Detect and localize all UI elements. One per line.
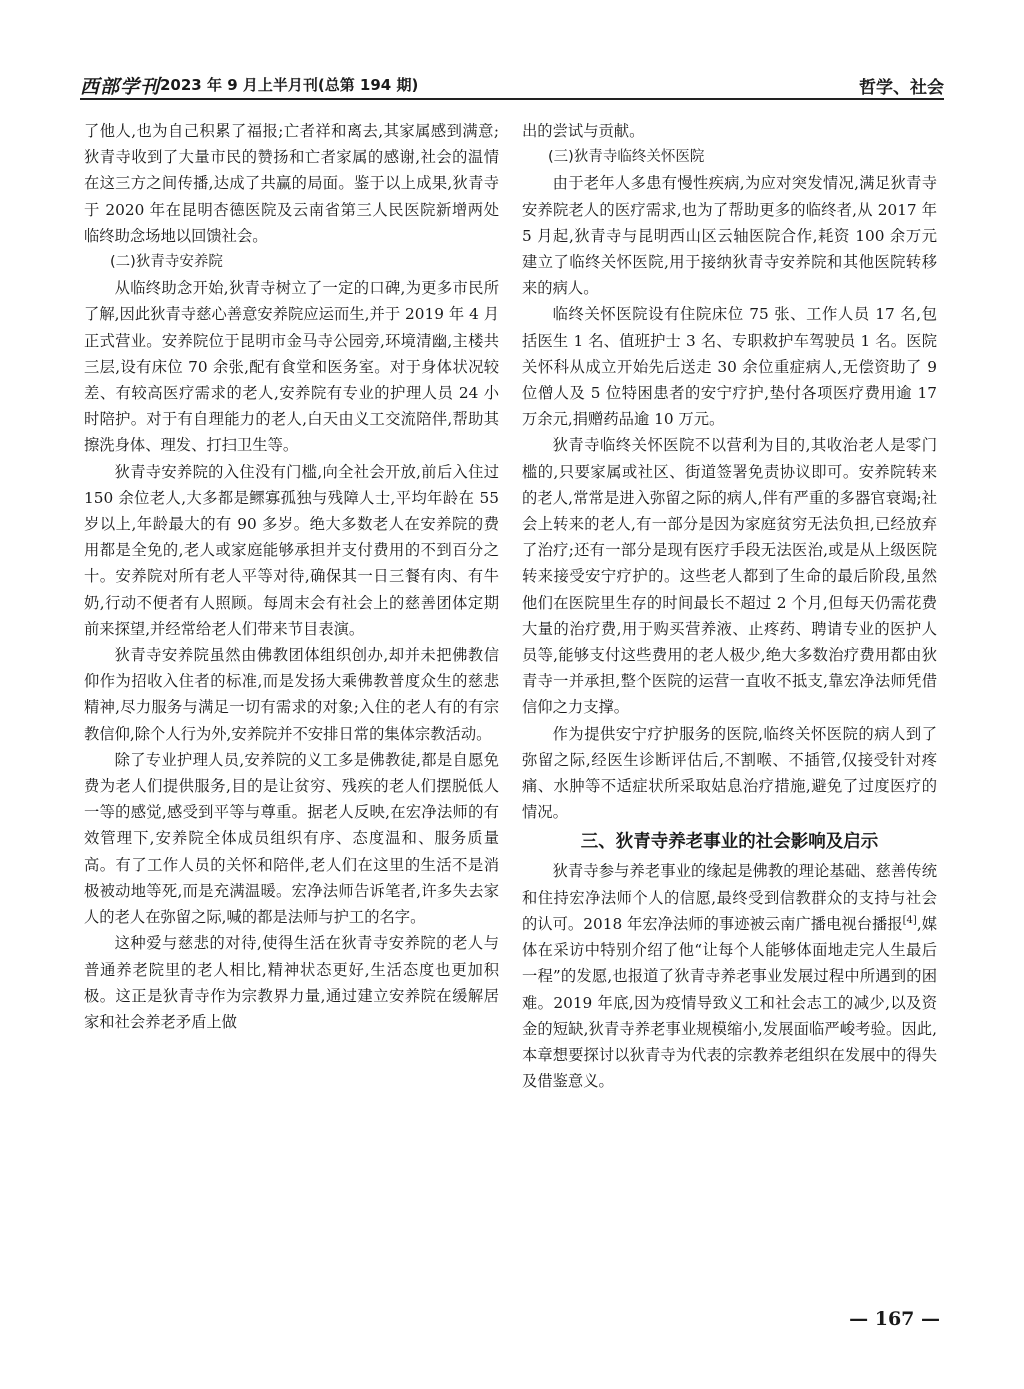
paragraph: 狄青寺临终关怀医院不以营利为目的,其收治老人是零门槛的,只要家属或社区、街道签署免责协议即可。安养院转来的老人,常常是进入弥留之际的病人,伴有严重的多器官衰竭;社会上转来的老人,有一部分是因为家庭贫穷无法负担,已经放弃了治疗;还有一部分是现有医疗手段无法医治,或是从上级医院转来接受安宁疗护的。这些老人都到了生命的最后阶段,虽然他们在医院里生存的时间最长不超过 2 个月,但每天仍需花费大量的治疗费,用于购买营养液、止疼药、聘请专业的医护人员等,能够支付这些费用的老人极少,绝大多数治疗费用都由狄青寺一并承担,整个医院的运营一直收不抵支,靠宏净法师凭借信仰之力支撑。 [522,436,937,717]
left-column [84,118,499,1035]
paragraph: 临终关怀医院设有住院床位 75 张、工作人员 17 名,包括医生 1 名、值班护士 3 名、专职救护车驾驶员 1 名。医院关怀科从成立开始先后送走 30 余位重症病人,无偿资助了 9 位僧人及 5 位特困患者的安宁疗护,垫付各项医疗费用逾 17 万余元,捐赠药品逾 10 万元。 [522,305,937,429]
paragraph: 狄青寺安养院虽然由佛教团体组织创办,却并未把佛教信仰作为招收入住者的标准,而是发扬大乘佛教普度众生的慈悲精神,尽力服务与满足一切有需求的对象;入住的老人有的有宗教信仰,除个人行为外,安养院并不安排日常的集体宗教活动。 [84,646,499,743]
paragraph: 狄青寺安养院的入住没有门槛,向全社会开放,前后入住过 150 余位老人,大多都是鳏寡孤独与残障人士,平均年龄在 55 岁以上,年龄最大的有 90 多岁。绝大多数老人在安养院的费用都是全免的,老人或家庭能够承担并支付费用的不到百分之十。安养院对所有老人平等对待,确保其一日三餐有肉、有牛奶,行动不便者有人照顾。每周末会有社会上的慈善团体定期前来探望,并经常给老人们带来节目表演。 [84,462,499,638]
paragraph: 了他人,也为自己积累了福报;亡者祥和离去,其家属感到满意;狄青寺收到了大量市民的赞扬和亡者家属的感谢,社会的温情在这三方之间传播,达成了共赢的局面。鉴于以上成果,狄青寺于 2020 年在昆明杏德医院及云南省第三人民医院新增两处临终助念场地以回馈社会。 [84,122,499,245]
paragraph: 出的尝试与贡献。 [522,122,645,140]
paragraph-text: ,媒体在采访中特别介绍了他“让每个人能够体面地走完人生最后一程”的发愿,也报道了狄青寺养老事业发展过程中所遇到的困难。2019 年底,因为疫情导致义工和社会志工的减少,以及资金的短缺,狄青寺养老事业规模缩小,发展面临严峻考验。因此,本章想要探讨以狄青寺为代表的宗教养老组织在发展中的得失及借鉴意义。 [522,914,937,1091]
paragraph: 由于老年人多患有慢性疾病,为应对突发情况,满足狄青寺安养院老人的医疗需求,也为了帮助更多的临终者,从 2017 年 5 月起,狄青寺与昆明西山区云轴医院合作,耗资 100 余万元建立了临终关怀医院,用于接纳狄青寺安养院和其他医院转移来的病人。 [522,174,937,298]
paragraph: 作为提供安宁疗护服务的医院,临终关怀医院的病人到了弥留之际,经医生诊断评估后,不割喉、不插管,仅接受针对疼痛、水肿等不适症状所采取姑息治疗措施,避免了过度医疗的情况。 [522,724,937,822]
running-header [80,72,944,100]
paragraph: 这种爱与慈悲的对待,使得生活在狄青寺安养院的老人与普通养老院里的老人相比,精神状态更好,生活态度也更加积极。这正是狄青寺作为宗教界力量,通过建立安养院在缓解居家和社会养老矛盾上做 [84,934,499,1031]
citation-ref[interactable]: [4] [902,914,917,926]
paragraph [522,858,937,1094]
page-number: — 167 — [849,1308,940,1330]
right-column [522,118,937,1094]
paragraph: 除了专业护理人员,安养院的义工多是佛教徒,都是自愿免费为老人们提供服务,目的是让贫穷、残疾的老人们摆脱低人一等的感觉,感受到平等与尊重。据老人反映,在宏净法师的有效管理下,安养院全体成员组织有序、态度温和、服务质量高。有了工作人员的关怀和陪伴,老人们在这里的生活不是消极被动地等死,而是充满温暖。宏净法师告诉笔者,许多失去家人的老人在弥留之际,喊的都是法师与护工的名字。 [84,750,499,927]
subsection-heading: (二)狄青寺安养院 [110,254,223,271]
paragraph: 从临终助念开始,狄青寺树立了一定的口碑,为更多市民所了解,因此狄青寺慈心善意安养院应运而生,并于 2019 年 4 月正式营业。安养院位于昆明市金马寺公园旁,环境清幽,主楼共三层,设有床位 70 余张,配有食堂和医务室。对于身体状况较差、有较高医疗需求的老人,安养院有专业的护理人员 24 小时陪护。对于有自理能力的老人,白天由义工交流陪伴,帮助其擦洗身体、理发、打扫卫生等。 [84,279,499,455]
issue-info: 2023 年 9 月上半月刊(总第 194 期) [160,76,419,94]
section-heading: 三、狄青寺养老事业的社会影响及启示 [580,832,879,853]
subsection-heading: (三)狄青寺临终关怀医院 [548,149,705,166]
journal-logo: 西部学刊 [80,76,161,98]
paragraph-text: 狄青寺参与养老事业的缘起是佛教的理论基础、慈善传统和住持宏净法师个人的信愿,最终受到信教群众的支持与社会的认可。2018 年宏净法师的事迹被云南广播电视台播报 [522,862,937,933]
section-tag: 哲学、社会 [859,78,944,98]
